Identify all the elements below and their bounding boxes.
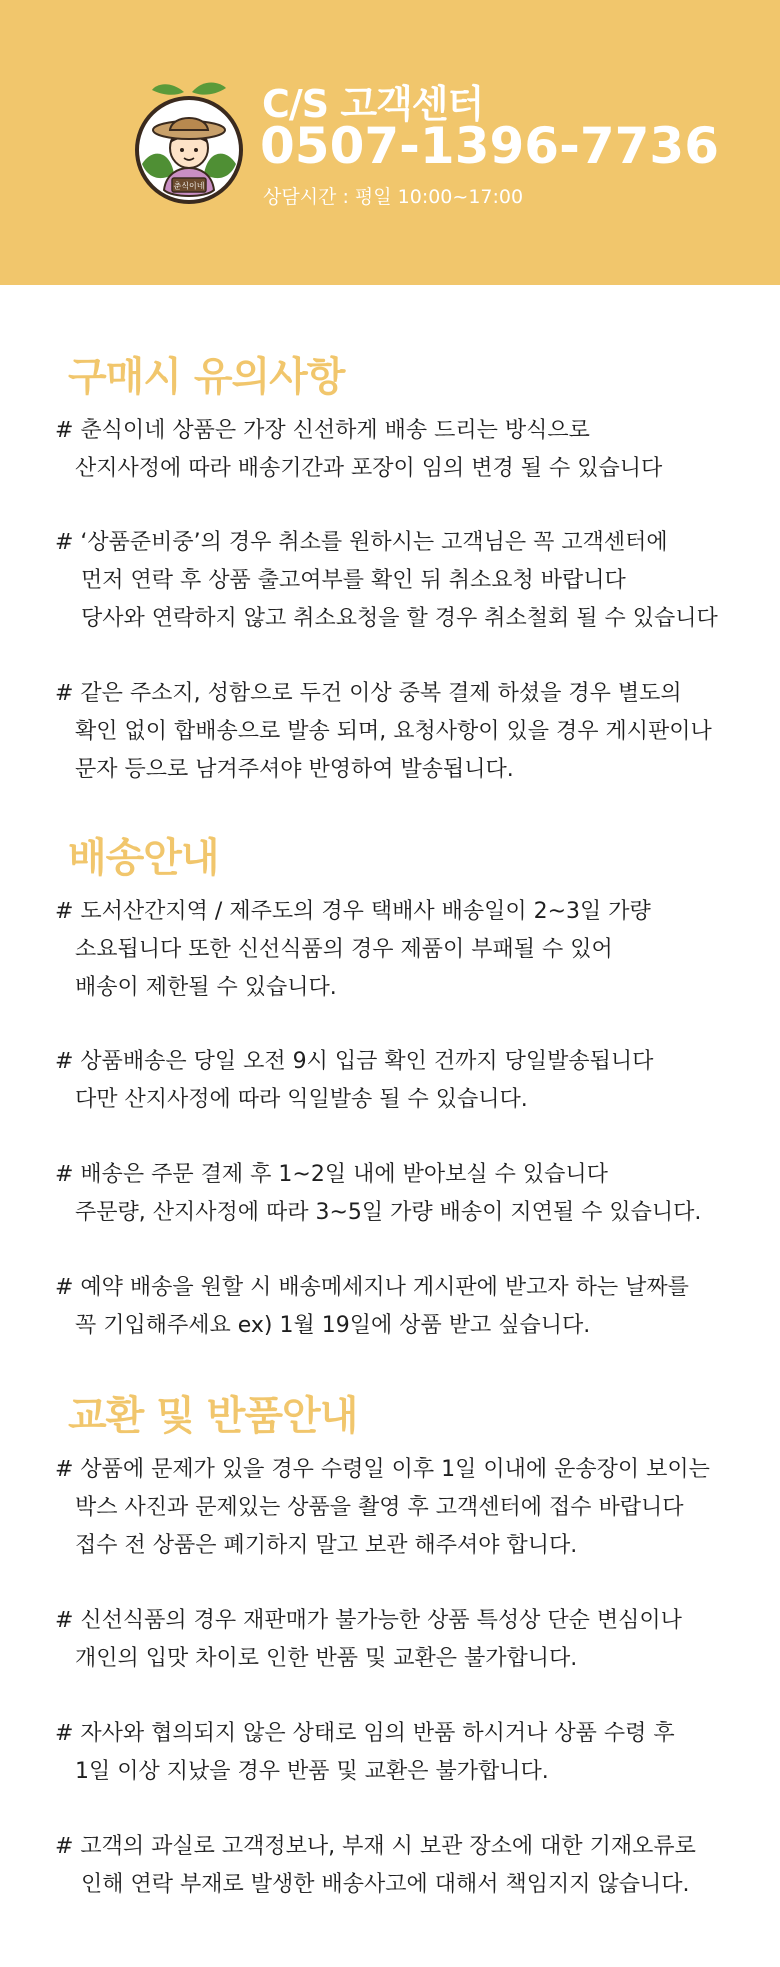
notice-line: # 같은 주소지, 성함으로 두건 이상 중복 결제 하셨을 경우 별도의 xyxy=(55,681,682,706)
notice-item xyxy=(55,412,662,488)
notice-line: 다만 산지사정에 따라 익일발송 될 수 있습니다. xyxy=(75,1087,528,1112)
notice-line: 인해 연락 부재로 발생한 배송사고에 대해서 책임지지 않습니다. xyxy=(81,1872,690,1897)
cs-phone-number[interactable]: 0507-1396-7736 xyxy=(260,117,719,175)
notice-item xyxy=(55,893,651,1007)
notice-line: # 춘식이네 상품은 가장 신선하게 배송 드리는 방식으로 xyxy=(55,418,590,443)
notice-line: 꼭 기입해주세요 ex) 1월 19일에 상품 받고 싶습니다. xyxy=(75,1313,591,1338)
notice-line: 문자 등으로 남겨주셔야 반영하여 발송됩니다. xyxy=(75,757,514,782)
cs-business-hours: 상담시간 : 평일 10:00~17:00 xyxy=(263,186,524,208)
notice-item xyxy=(55,524,718,638)
notice-line: # 도서산간지역 / 제주도의 경우 택배사 배송일이 2~3일 가량 xyxy=(55,899,651,924)
notice-line: # ‘상품준비중’의 경우 취소를 원하시는 고객님은 꼭 고객센터에 xyxy=(55,530,668,555)
notice-line: 당사와 연락하지 않고 취소요청을 할 경우 취소철회 될 수 있습니다 xyxy=(81,606,718,631)
notice-line: 배송이 제한될 수 있습니다. xyxy=(75,975,337,1000)
logo-label-text: 춘식이네 xyxy=(173,181,205,191)
notice-item xyxy=(55,1828,696,1904)
notice-line: # 예약 배송을 원할 시 배송메세지나 게시판에 받고자 하는 날짜를 xyxy=(55,1275,689,1300)
notice-line: # 고객의 과실로 고객정보나, 부재 시 보관 장소에 대한 기재오류로 xyxy=(55,1834,696,1859)
notice-item xyxy=(55,1715,675,1791)
notice-line: # 상품배송은 당일 오전 9시 입금 확인 건까지 당일발송됩니다 xyxy=(55,1049,654,1074)
notice-line: # 신선식품의 경우 재판매가 불가능한 상품 특성상 단순 변심이나 xyxy=(55,1608,682,1633)
notice-line: 산지사정에 따라 배송기간과 포장이 임의 변경 될 수 있습니다 xyxy=(75,456,663,481)
section-title-purchase-notes: 구매시 유의사항 xyxy=(68,354,345,400)
notice-line: 접수 전 상품은 폐기하지 말고 보관 해주셔야 합니다. xyxy=(75,1533,578,1558)
notice-line: # 상품에 문제가 있을 경우 수령일 이후 1일 이내에 운송장이 보이는 xyxy=(55,1457,710,1482)
notice-item xyxy=(55,1269,689,1345)
notice-line: # 배송은 주문 결제 후 1~2일 내에 받아보실 수 있습니다 xyxy=(55,1162,608,1187)
notice-line: 소요됩니다 또한 신선식품의 경우 제품이 부패될 수 있어 xyxy=(75,937,613,962)
notice-item xyxy=(55,1043,653,1119)
notice-line: 먼저 연락 후 상품 출고여부를 확인 뒤 취소요청 바랍니다 xyxy=(81,568,626,593)
cs-center-title: C/S 고객센터 xyxy=(262,82,484,126)
notice-item xyxy=(55,1451,710,1565)
notice-item xyxy=(55,675,712,789)
notice-item xyxy=(55,1156,701,1232)
notice-line: 박스 사진과 문제있는 상품을 촬영 후 고객센터에 접수 바랍니다 xyxy=(75,1495,684,1520)
notice-line: 주문량, 산지사정에 따라 3~5일 가량 배송이 지연될 수 있습니다. xyxy=(75,1200,702,1225)
notice-line: 확인 없이 합배송으로 발송 되며, 요청사항이 있을 경우 게시판이나 xyxy=(75,719,712,744)
notice-line: # 자사와 협의되지 않은 상태로 임의 반품 하시거나 상품 수령 후 xyxy=(55,1721,675,1746)
customer-center-header xyxy=(0,0,780,285)
section-title-shipping-info: 배송안내 xyxy=(68,835,219,881)
notice-line: 1일 이상 지났을 경우 반품 및 교환은 불가합니다. xyxy=(75,1759,549,1784)
notice-item xyxy=(55,1602,682,1678)
farmer-mascot-logo xyxy=(134,78,244,206)
section-title-exchange-return: 교환 및 반품안내 xyxy=(68,1393,358,1439)
notice-line: 개인의 입맛 차이로 인한 반품 및 교환은 불가합니다. xyxy=(75,1646,578,1671)
